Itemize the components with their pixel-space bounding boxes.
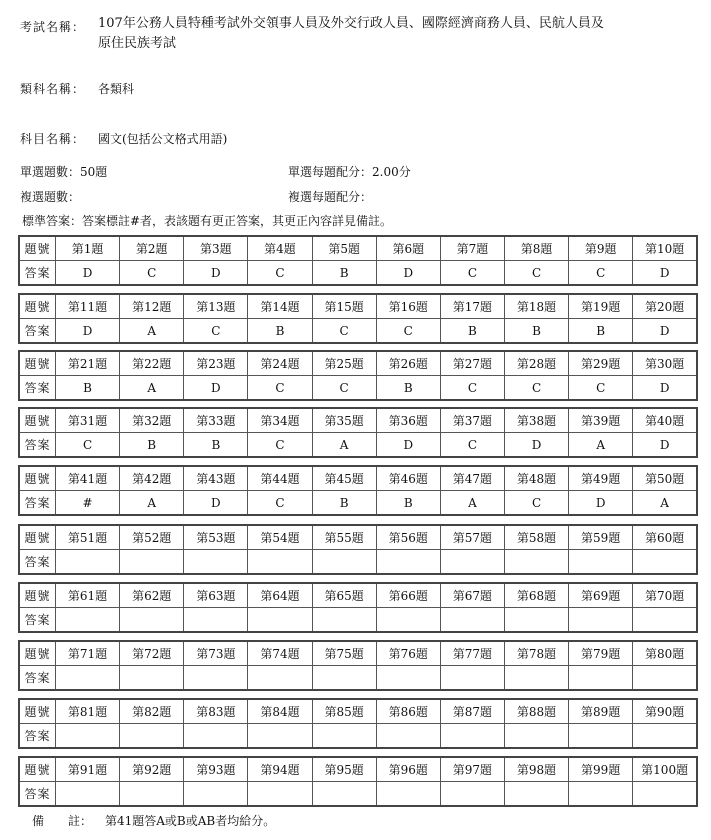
answer-cell (376, 608, 440, 633)
answer-cell: D (633, 319, 697, 344)
question-number-cell: 第70題 (633, 583, 697, 608)
multi-count: 複選題數： (20, 190, 81, 204)
category-label: 類科名稱： (20, 82, 86, 96)
answer-cell: A (120, 319, 184, 344)
question-number-cell: 第86題 (376, 699, 440, 724)
answer-cell: C (56, 433, 120, 458)
answer-cell: D (56, 261, 120, 286)
answer-cell: D (376, 261, 440, 286)
category-value: 各類科 (98, 82, 135, 96)
answer-cell: C (504, 261, 568, 286)
question-number-cell: 第22題 (120, 351, 184, 376)
question-number-cell: 第5題 (312, 236, 376, 261)
answer-cell (184, 666, 248, 691)
answer-cell: B (312, 261, 376, 286)
question-number-cell: 第62題 (120, 583, 184, 608)
answer-cell: C (248, 376, 312, 401)
answer-cell (440, 608, 504, 633)
answer-cell: D (56, 319, 120, 344)
answer-cell (248, 782, 312, 807)
answer-cell (633, 724, 697, 749)
answer-cell: A (120, 491, 184, 516)
question-number-cell: 第34題 (248, 408, 312, 433)
answer-cell: D (633, 376, 697, 401)
question-number-cell: 第64題 (248, 583, 312, 608)
question-header-cell: 題號 (19, 583, 56, 608)
answer-table-block (18, 524, 698, 575)
question-number-cell: 第11題 (56, 294, 120, 319)
question-number-cell: 第48題 (504, 466, 568, 491)
question-number-row (19, 641, 697, 666)
answer-cell (376, 724, 440, 749)
question-number-cell: 第15題 (312, 294, 376, 319)
answer-cell: C (312, 319, 376, 344)
question-number-cell: 第100題 (633, 757, 697, 782)
answer-row (19, 608, 697, 633)
answer-row (19, 666, 697, 691)
question-number-cell: 第87題 (440, 699, 504, 724)
question-number-cell: 第81題 (56, 699, 120, 724)
answer-cell (184, 782, 248, 807)
answer-header-cell: 答案 (19, 782, 56, 807)
question-number-cell: 第77題 (440, 641, 504, 666)
question-number-cell: 第17題 (440, 294, 504, 319)
question-number-cell: 第39題 (569, 408, 633, 433)
answer-cell (633, 666, 697, 691)
answer-cell (184, 724, 248, 749)
answer-cell (376, 782, 440, 807)
answer-cell: C (248, 433, 312, 458)
answer-cell (633, 782, 697, 807)
standard-answer-note: 標準答案：答案標註#者，表該題有更正答案，其更正內容詳見備註。 (22, 214, 393, 228)
question-number-cell: 第52題 (120, 525, 184, 550)
question-number-cell: 第41題 (56, 466, 120, 491)
question-number-cell: 第75題 (312, 641, 376, 666)
question-number-row (19, 236, 697, 261)
question-number-cell: 第21題 (56, 351, 120, 376)
question-number-row (19, 466, 697, 491)
answer-cell (440, 724, 504, 749)
question-number-cell: 第1題 (56, 236, 120, 261)
answer-header-cell: 答案 (19, 491, 56, 516)
question-number-cell: 第51題 (56, 525, 120, 550)
answer-cell (633, 550, 697, 575)
answer-cell (56, 608, 120, 633)
answer-cell (120, 724, 184, 749)
question-number-cell: 第18題 (504, 294, 568, 319)
answer-row (19, 376, 697, 401)
question-number-cell: 第50題 (633, 466, 697, 491)
answer-cell: B (120, 433, 184, 458)
answer-cell (376, 550, 440, 575)
remarks-text: 第41題答A或B或AB者均給分。 (105, 814, 276, 828)
answer-header-cell: 答案 (19, 608, 56, 633)
answer-cell (184, 550, 248, 575)
question-number-cell: 第63題 (184, 583, 248, 608)
question-number-cell: 第53題 (184, 525, 248, 550)
answer-cell: D (569, 491, 633, 516)
answer-cell (633, 608, 697, 633)
answer-cell (248, 724, 312, 749)
answer-table-block (18, 350, 698, 401)
answer-cell: D (376, 433, 440, 458)
question-header-cell: 題號 (19, 236, 56, 261)
question-number-cell: 第96題 (376, 757, 440, 782)
answer-header-cell: 答案 (19, 376, 56, 401)
answer-cell: A (440, 491, 504, 516)
answer-cell (440, 782, 504, 807)
answer-cell (248, 608, 312, 633)
answer-row (19, 261, 697, 286)
question-number-cell: 第9題 (569, 236, 633, 261)
answer-cell: C (440, 376, 504, 401)
answer-cell: D (184, 491, 248, 516)
question-number-cell: 第25題 (312, 351, 376, 376)
exam-name-line1: 107年公務人員特種考試外交領事人員及外交行政人員、國際經濟商務人員、民航人員及 (98, 16, 604, 31)
answer-table-block (18, 235, 698, 286)
answer-cell: A (569, 433, 633, 458)
answer-cell: B (376, 376, 440, 401)
answer-cell (504, 550, 568, 575)
answer-cell (376, 666, 440, 691)
question-number-cell: 第90題 (633, 699, 697, 724)
answer-cell: C (376, 319, 440, 344)
question-number-cell: 第85題 (312, 699, 376, 724)
question-number-cell: 第71題 (56, 641, 120, 666)
answer-table-block (18, 640, 698, 691)
question-number-row (19, 294, 697, 319)
answer-cell: C (248, 261, 312, 286)
answer-cell (56, 550, 120, 575)
answer-cell: A (120, 376, 184, 401)
question-number-cell: 第16題 (376, 294, 440, 319)
question-number-row (19, 525, 697, 550)
exam-name-label: 考試名稱： (20, 20, 86, 34)
exam-name-line2: 原住民族考試 (98, 36, 177, 51)
question-number-cell: 第19題 (569, 294, 633, 319)
answer-cell (504, 608, 568, 633)
question-number-row (19, 408, 697, 433)
single-count: 單選題數：50題 (20, 165, 108, 179)
answer-cell: B (248, 319, 312, 344)
question-number-cell: 第13題 (184, 294, 248, 319)
question-number-row (19, 757, 697, 782)
question-number-cell: 第7題 (440, 236, 504, 261)
question-number-cell: 第4題 (248, 236, 312, 261)
question-number-cell: 第58題 (504, 525, 568, 550)
question-number-cell: 第12題 (120, 294, 184, 319)
answer-cell: C (504, 376, 568, 401)
answer-cell (569, 666, 633, 691)
answer-cell (569, 782, 633, 807)
question-number-cell: 第38題 (504, 408, 568, 433)
answer-cell: C (569, 376, 633, 401)
answer-cell: C (312, 376, 376, 401)
question-header-cell: 題號 (19, 641, 56, 666)
question-number-cell: 第97題 (440, 757, 504, 782)
answer-cell: C (184, 319, 248, 344)
question-number-cell: 第47題 (440, 466, 504, 491)
answer-cell: A (312, 433, 376, 458)
answer-cell (504, 666, 568, 691)
answer-cell: B (312, 491, 376, 516)
question-number-cell: 第44題 (248, 466, 312, 491)
question-number-cell: 第45題 (312, 466, 376, 491)
answer-cell: D (184, 261, 248, 286)
question-number-cell: 第40題 (633, 408, 697, 433)
answer-cell (312, 724, 376, 749)
answer-cell: B (440, 319, 504, 344)
question-number-cell: 第66題 (376, 583, 440, 608)
answer-cell: D (633, 261, 697, 286)
question-number-cell: 第24題 (248, 351, 312, 376)
question-number-cell: 第67題 (440, 583, 504, 608)
question-number-cell: 第35題 (312, 408, 376, 433)
remarks-label: 備 註： (32, 814, 93, 828)
question-number-cell: 第69題 (569, 583, 633, 608)
question-number-cell: 第76題 (376, 641, 440, 666)
answer-cell: C (440, 261, 504, 286)
question-number-cell: 第30題 (633, 351, 697, 376)
question-number-cell: 第49題 (569, 466, 633, 491)
question-number-row (19, 351, 697, 376)
question-number-cell: 第72題 (120, 641, 184, 666)
question-number-cell: 第82題 (120, 699, 184, 724)
question-number-cell: 第99題 (569, 757, 633, 782)
question-number-cell: 第83題 (184, 699, 248, 724)
answer-cell: B (56, 376, 120, 401)
question-number-cell: 第26題 (376, 351, 440, 376)
answer-row (19, 433, 697, 458)
answer-cell (440, 550, 504, 575)
answer-cell: B (376, 491, 440, 516)
answer-row (19, 782, 697, 807)
question-number-cell: 第28題 (504, 351, 568, 376)
question-number-cell: 第37題 (440, 408, 504, 433)
question-header-cell: 題號 (19, 525, 56, 550)
question-number-cell: 第61題 (56, 583, 120, 608)
question-number-cell: 第54題 (248, 525, 312, 550)
question-header-cell: 題號 (19, 351, 56, 376)
answer-table-block (18, 698, 698, 749)
question-number-cell: 第36題 (376, 408, 440, 433)
question-number-cell: 第33題 (184, 408, 248, 433)
answer-cell (120, 782, 184, 807)
answer-table-block (18, 465, 698, 516)
answer-cell (120, 666, 184, 691)
question-number-cell: 第56題 (376, 525, 440, 550)
answer-header-cell: 答案 (19, 261, 56, 286)
answer-table-block (18, 756, 698, 807)
question-number-cell: 第98題 (504, 757, 568, 782)
question-number-cell: 第65題 (312, 583, 376, 608)
question-number-cell: 第94題 (248, 757, 312, 782)
question-number-cell: 第60題 (633, 525, 697, 550)
question-number-cell: 第46題 (376, 466, 440, 491)
answer-cell (312, 608, 376, 633)
answer-row (19, 550, 697, 575)
answer-cell: C (440, 433, 504, 458)
answer-cell: D (633, 433, 697, 458)
answer-table-block (18, 582, 698, 633)
question-number-cell: 第43題 (184, 466, 248, 491)
question-number-cell: 第80題 (633, 641, 697, 666)
question-number-cell: 第23題 (184, 351, 248, 376)
multi-score: 複選每題配分： (288, 190, 373, 204)
answer-header-cell: 答案 (19, 433, 56, 458)
answer-cell: D (504, 433, 568, 458)
answer-header-cell: 答案 (19, 724, 56, 749)
answer-cell (248, 666, 312, 691)
answer-cell (120, 608, 184, 633)
answer-cell (569, 724, 633, 749)
answer-row (19, 319, 697, 344)
question-number-row (19, 699, 697, 724)
subject-value: 國文(包括公文格式用語) (98, 132, 228, 146)
answer-cell: C (504, 491, 568, 516)
question-number-cell: 第92題 (120, 757, 184, 782)
question-number-cell: 第32題 (120, 408, 184, 433)
answer-table-block (18, 407, 698, 458)
answer-cell: C (569, 261, 633, 286)
question-number-cell: 第29題 (569, 351, 633, 376)
question-number-cell: 第14題 (248, 294, 312, 319)
subject-label: 科目名稱： (20, 132, 86, 146)
question-number-cell: 第20題 (633, 294, 697, 319)
question-number-cell: 第3題 (184, 236, 248, 261)
answer-cell (569, 608, 633, 633)
answer-cell (312, 782, 376, 807)
question-number-cell: 第68題 (504, 583, 568, 608)
answer-cell (184, 608, 248, 633)
answer-header-cell: 答案 (19, 550, 56, 575)
answer-cell (312, 666, 376, 691)
answer-cell (569, 550, 633, 575)
answer-cell (56, 724, 120, 749)
question-number-cell: 第89題 (569, 699, 633, 724)
question-number-cell: 第93題 (184, 757, 248, 782)
question-header-cell: 題號 (19, 408, 56, 433)
answer-cell (312, 550, 376, 575)
question-number-cell: 第57題 (440, 525, 504, 550)
answer-header-cell: 答案 (19, 319, 56, 344)
answer-cell (504, 782, 568, 807)
question-number-cell: 第74題 (248, 641, 312, 666)
answer-cell (56, 666, 120, 691)
answer-cell: A (633, 491, 697, 516)
answer-cell (56, 782, 120, 807)
question-number-cell: 第73題 (184, 641, 248, 666)
question-number-cell: 第79題 (569, 641, 633, 666)
question-number-cell: 第27題 (440, 351, 504, 376)
answer-cell: B (569, 319, 633, 344)
question-number-cell: 第59題 (569, 525, 633, 550)
answer-cell (504, 724, 568, 749)
answer-cell: C (120, 261, 184, 286)
question-header-cell: 題號 (19, 294, 56, 319)
question-number-cell: 第8題 (504, 236, 568, 261)
answer-cell: B (504, 319, 568, 344)
answer-cell: D (184, 376, 248, 401)
question-number-cell: 第10題 (633, 236, 697, 261)
question-header-cell: 題號 (19, 757, 56, 782)
answer-cell (440, 666, 504, 691)
answer-row (19, 724, 697, 749)
question-header-cell: 題號 (19, 699, 56, 724)
question-number-cell: 第78題 (504, 641, 568, 666)
question-header-cell: 題號 (19, 466, 56, 491)
answer-cell: B (184, 433, 248, 458)
question-number-cell: 第84題 (248, 699, 312, 724)
answer-cell (120, 550, 184, 575)
answer-cell: C (248, 491, 312, 516)
question-number-cell: 第91題 (56, 757, 120, 782)
answer-cell (248, 550, 312, 575)
question-number-cell: 第31題 (56, 408, 120, 433)
question-number-cell: 第55題 (312, 525, 376, 550)
question-number-cell: 第42題 (120, 466, 184, 491)
answer-table-block (18, 293, 698, 344)
answer-header-cell: 答案 (19, 666, 56, 691)
single-score: 單選每題配分：2.00分 (288, 165, 411, 179)
question-number-row (19, 583, 697, 608)
question-number-cell: 第6題 (376, 236, 440, 261)
answer-row (19, 491, 697, 516)
answer-cell: # (56, 491, 120, 516)
question-number-cell: 第88題 (504, 699, 568, 724)
question-number-cell: 第95題 (312, 757, 376, 782)
question-number-cell: 第2題 (120, 236, 184, 261)
